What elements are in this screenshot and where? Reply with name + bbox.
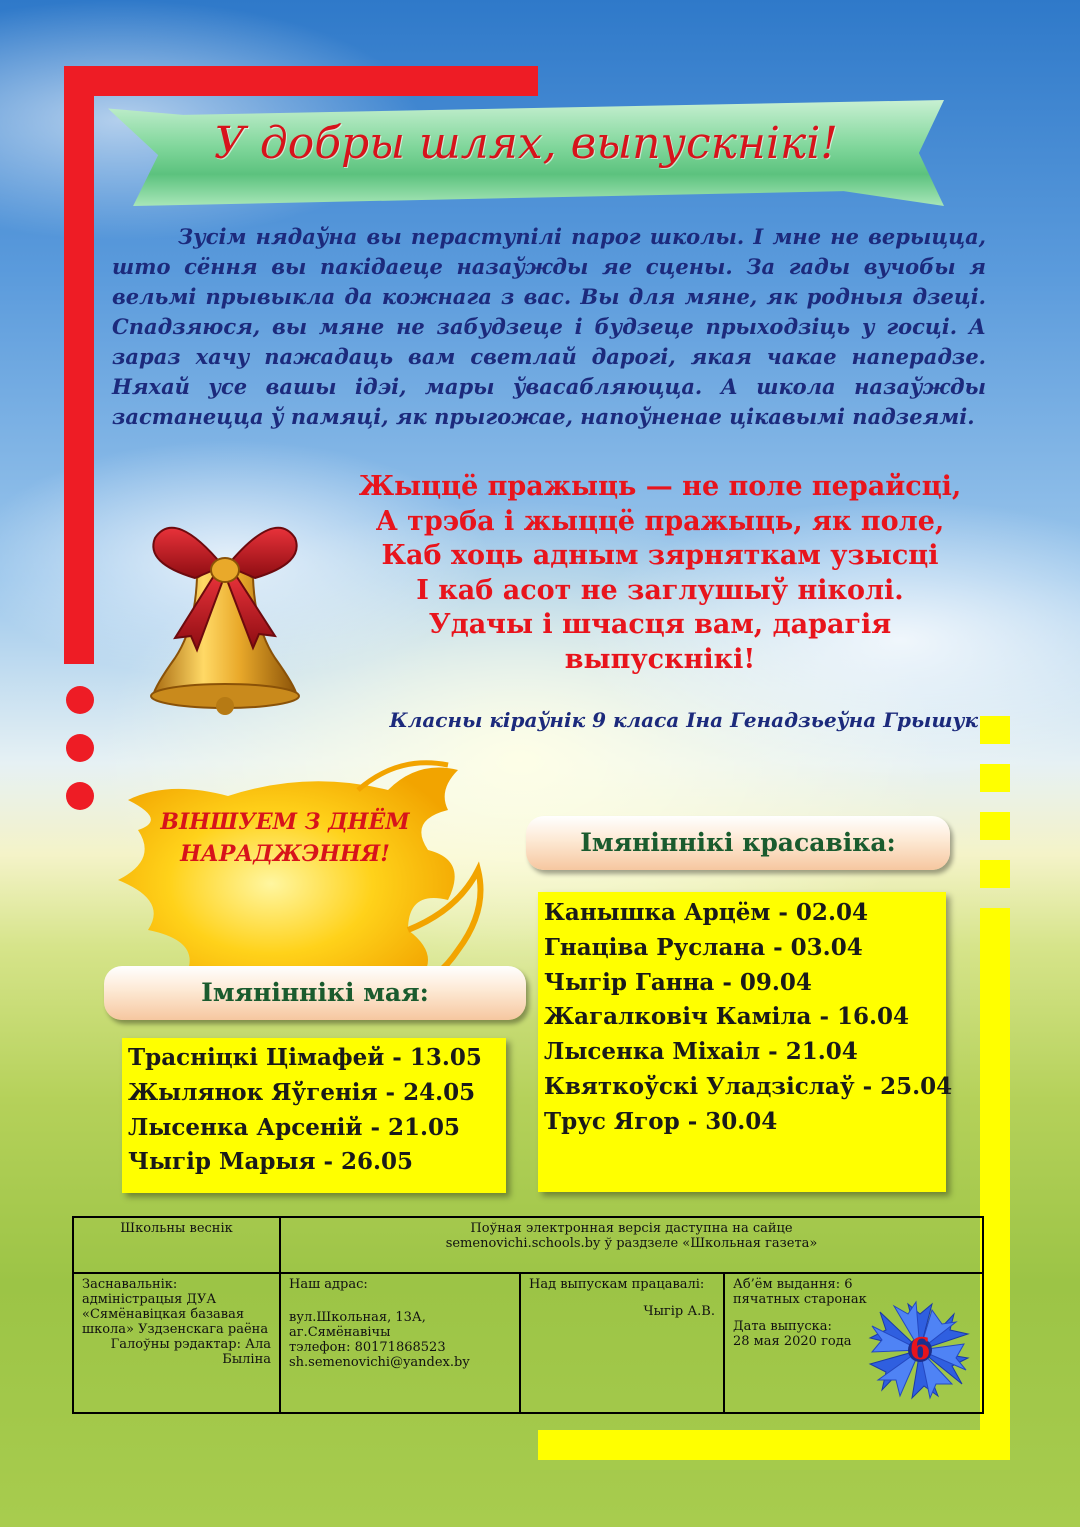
editor: Галоўны рэдактар: Ала Быліна (110, 1337, 271, 1367)
founder: Заснавальнік: адміністрацыя ДУА «Сямёнавіцкая базавая школа» Уздзенскага раёна (82, 1277, 269, 1337)
poem-line: выпускнікі! (564, 643, 756, 675)
poem-line: Жыццё пражыць — не поле перайсці, (358, 471, 962, 502)
yellow-square (980, 860, 1010, 888)
page-number: 6 (909, 1332, 931, 1367)
staff-label: Над выпускам працавалі: (529, 1277, 705, 1292)
poem-line: І каб асот не заглушыў ніколі. (416, 574, 904, 606)
red-dot (66, 782, 94, 810)
yellow-square (980, 812, 1010, 840)
birthday-entry: Лысенка Арсеній - 21.05 (128, 1113, 461, 1141)
issue-date: 28 мая 2020 года (733, 1334, 852, 1349)
greeting-line: НАРАДЖЭННЯ! (180, 841, 390, 867)
staff-name: Чыгір А.В. (643, 1304, 715, 1319)
birthday-entry: Лысенка Міхаіл - 21.04 (544, 1038, 858, 1066)
page-title: У добры шлях, выпускнікі! (214, 118, 838, 169)
red-frame-left (64, 66, 94, 664)
may-birthdays (122, 1038, 506, 1193)
birthday-entry: Чыгір Ганна - 09.04 (544, 968, 812, 996)
yellow-frame-bottom (538, 1430, 1010, 1460)
signature: Класны кіраўнік 9 класа Іна Генадзьеўна Грышук (389, 708, 978, 732)
poem-line: А трэба і жыццё пражыць, як поле, (375, 505, 945, 537)
founder-cell (73, 1273, 280, 1413)
birthday-entry: Гнаціва Руслана - 03.04 (544, 933, 863, 961)
bell-icon (135, 508, 315, 718)
poem (330, 470, 990, 677)
birthday-entry: Трасніцкі Цімафей - 13.05 (128, 1044, 482, 1071)
april-heading: Імяніннікі красавіка: (526, 816, 950, 870)
poem-line: Удачы і шчасця вам, дарагія (428, 609, 892, 640)
online-line: Поўная электронная версія даступна на сайце (470, 1221, 793, 1236)
birthday-greeting (120, 806, 450, 870)
may-heading: Імяніннікі мая: (104, 966, 526, 1020)
poem-line: Каб хоць адным зярняткам узысці (381, 540, 939, 571)
address-line: вул.Школьная, 13А, (289, 1310, 426, 1325)
date-label: Дата выпуска: (733, 1319, 832, 1334)
red-dot (66, 734, 94, 762)
online-line: semenovichi.schools.by ў раздзеле «Школьная газета» (445, 1236, 818, 1251)
imprint-table (72, 1216, 984, 1414)
address-label: Наш адрас: (289, 1277, 368, 1292)
birthday-entry: Трус Ягор - 30.04 (544, 1107, 778, 1135)
newspaper-name: Школьны веснік (73, 1217, 280, 1273)
birthday-entry: Жагалковіч Каміла - 16.04 (544, 1003, 910, 1031)
birthday-entry: Канышка Арцём - 02.04 (544, 899, 868, 926)
yellow-square (980, 716, 1010, 744)
red-dot (66, 686, 94, 714)
address-cell (280, 1273, 520, 1413)
red-frame-top (64, 66, 538, 96)
address-line: аг.Сямёнавічы (289, 1325, 391, 1340)
greeting-line: ВІНШУЕМ З ДНЁМ (160, 809, 410, 835)
address-line: sh.semenovichi@yandex.by (289, 1355, 470, 1370)
yellow-square (980, 764, 1010, 792)
april-birthdays (538, 892, 953, 1192)
staff-cell (520, 1273, 724, 1413)
birthday-entry: Чыгір Марыя - 26.05 (128, 1148, 414, 1176)
birthday-entry: Жылянок Яўгенія - 24.05 (128, 1078, 476, 1106)
yellow-frame-right (980, 908, 1010, 1446)
address-line: тэлефон: 80171868523 (289, 1340, 446, 1355)
intro-paragraph: Зусім нядаўна вы пераступілі парог школы. І мне не верыцца, што сёння вы пакідаеце назаўжды яе сцены. За гады вучобы я вельмі прывыкла да кожнага з вас. Вы для мяне, як родныя дзеці. Спадзяюся, вы мяне не забудзеце і будзеце прыходзіць у госці. А зараз хачу пажадаць вам светлай дарогі, якая чакае наперадзе. Няхай усе вашы ідэі, мары ўвасабляюцца. А школа назаўжды застанецца ў памяці, як прыгожае, напоўненае цікавымі падзеямі. (112, 224, 986, 429)
birthday-entry: Квяткоўскі Уладзіслаў - 25.04 (544, 1072, 953, 1100)
volume: Аб’ём выдання: 6 пячатных старонак (733, 1277, 867, 1307)
online-version-note (280, 1217, 983, 1273)
